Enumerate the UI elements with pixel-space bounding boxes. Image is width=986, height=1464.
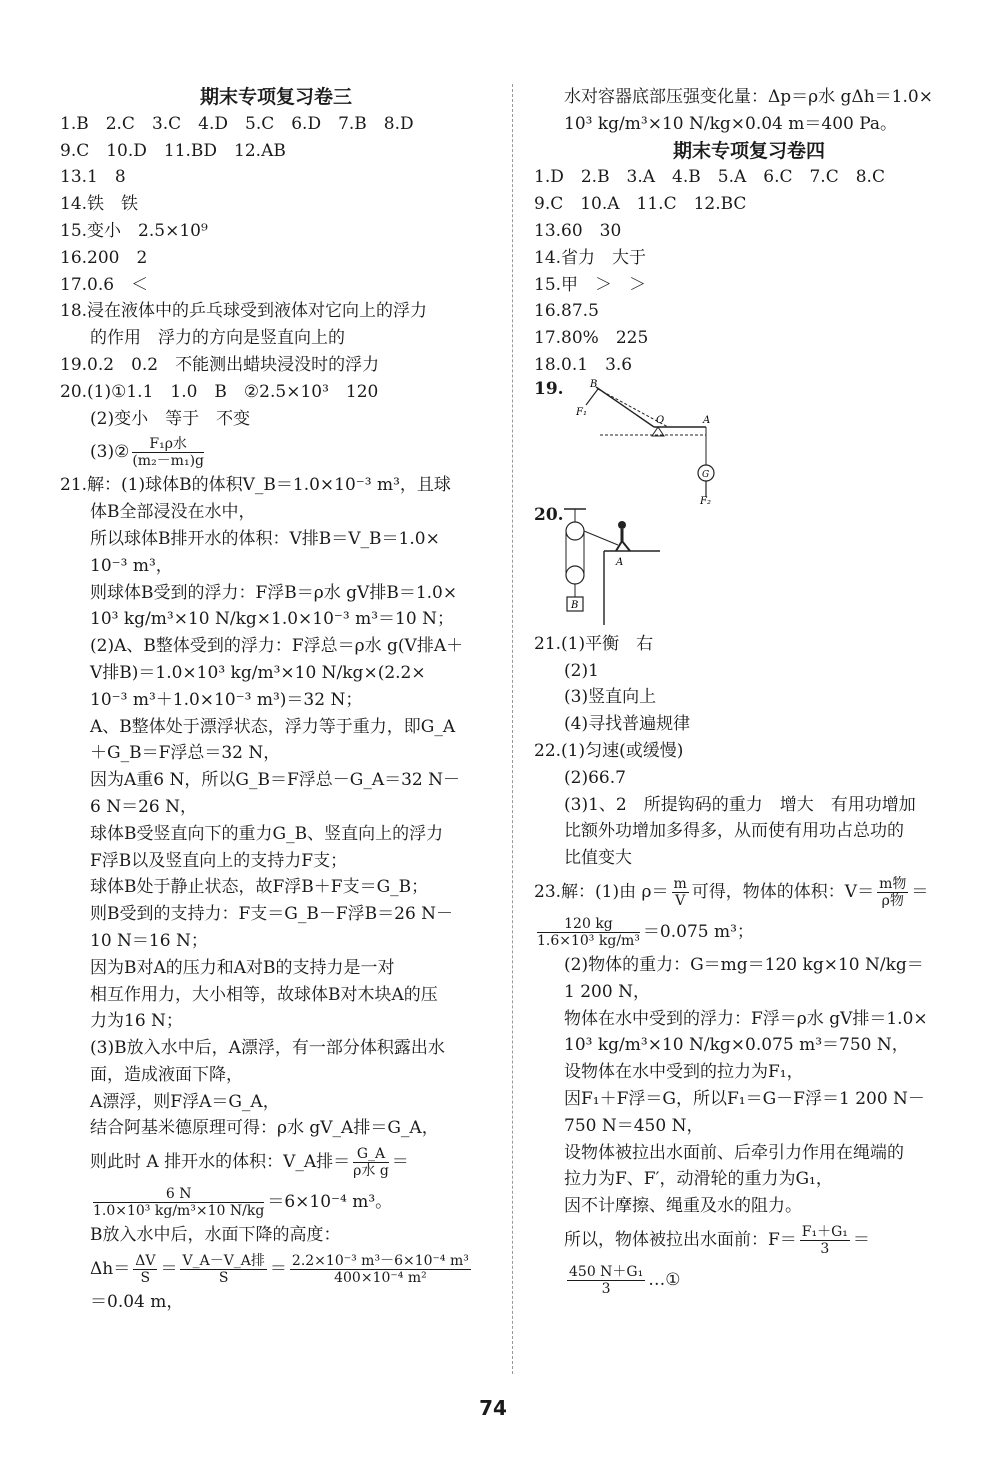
label-f1: F₁ — [576, 406, 587, 418]
fraction: $\frac{120 kg}{\text{1.6×10³ kg/m³}}$ — [537, 915, 640, 949]
q23-f-formula: 所以，物体被拉出水面前：F＝ $\frac{\text{F₁＋G₁}}{3}$ ＝ — [564, 1223, 870, 1257]
text-line: 1.B 2.C 3.C 4.D 5.C 6.D 7.B 8.D — [60, 113, 414, 134]
text-line: 9.C 10.A 11.C 12.BC — [534, 194, 747, 215]
label-a: A — [616, 556, 624, 568]
fixed-pulley-icon — [566, 522, 584, 540]
text-line: A、B整体处于漂浮状态，浮力等于重力，即G_A — [90, 716, 456, 737]
text-line: 相互作用力，大小相等，故球体B对木块A的压 — [90, 984, 438, 1005]
text-line: V排B)＝1.0×10³ kg/m³×10 N/kg×(2.2× — [90, 662, 426, 683]
text-line: 球体B处于静止状态，故F浮B＋F支＝G_B； — [90, 877, 429, 898]
text-line: 17.0.6 ＜ — [60, 274, 149, 295]
fraction: $\frac{\text{F₁ρ水}}{\text{(m₂－m₁)g}}$ — [132, 436, 204, 470]
text-line: (2)66.7 — [564, 767, 626, 788]
text-line: 14.省力 大于 — [534, 247, 647, 268]
section-title-3: 期末专项复习卷三 — [199, 86, 352, 108]
q21-continued — [534, 84, 964, 138]
text-line: 因为B对A的压力和A对B的支持力是一对 — [90, 957, 395, 978]
label-b: B — [590, 378, 598, 390]
pulley-diagram — [560, 505, 670, 631]
text-line: ＋G_B＝F浮总＝32 N， — [90, 743, 281, 764]
text-line: 结合阿基米德原理可得：ρ水 gV_A排＝G_A， — [90, 1118, 439, 1139]
page-number: 74 — [479, 1396, 507, 1420]
fraction: $\frac{\text{2.2×10⁻³ m³－6×10⁻⁴ m³}}{\text{400×10⁻⁴ m²}}$ — [291, 1252, 469, 1287]
text-line: 球体B受竖直向下的重力G_B、竖直向上的浮力 — [90, 823, 444, 844]
dh-formula: Δh＝ $\frac{\Delta V}{S}$ ＝ $\frac{\text{V\_A－V\_A排}}{S}$ ＝ $\frac{\text{2.2×10⁻³ m³－6×10⁻⁴ m³}}{\text{400×10⁻⁴ m²}}$ — [90, 1252, 469, 1287]
text-line: 10³ kg/m³×10 N/kg×0.075 m³＝750 N， — [564, 1035, 909, 1056]
q20-3-formula: (3)② $\frac{\text{F₁ρ水}}{\text{(m₂－m₁)g}}$ — [90, 436, 204, 470]
text-line: 16.200 2 — [60, 247, 148, 268]
text-line: 设物体在水中受到的拉力为F₁， — [564, 1062, 804, 1083]
fraction: $\frac{G\_A}{\text{ρ水 g}}$ — [353, 1146, 389, 1180]
section-title-4: 期末专项复习卷四 — [672, 139, 825, 162]
figure-20-row — [534, 505, 964, 631]
text-line: 17.80% 225 — [534, 328, 649, 349]
text-line: 18.浸在液体中的乒乓球受到液体对它向上的浮力 — [60, 301, 428, 322]
dh-intro: B放入水中后，水面下降的高度： — [90, 1225, 341, 1246]
text-line: 15.变小 2.5×10⁹ — [60, 220, 208, 241]
text-line: 6 N＝26 N， — [90, 796, 198, 817]
q23-start: 23.解：(1)由 ρ＝ $\frac{m}{V}$ 可得，物体的体积：V＝ $\frac{\text{m物}}{\text{ρ物}}$ ＝ — [534, 875, 929, 909]
text-line: 21.解：(1)球体B的体积V_B＝1.0×10⁻³ m³，且球 — [60, 475, 451, 496]
answers-21-22 — [534, 631, 964, 872]
text-line: 21.(1)平衡 右 — [534, 633, 654, 654]
text-line: (3)1、2 所提钩码的重力 增大 有用功增加 — [564, 794, 916, 815]
text-line: 因不计摩擦、绳重及水的阻力。 — [564, 1196, 802, 1217]
q23-g-formula: $\frac{\text{450 N＋G₁}}{3}$ …① — [569, 1263, 681, 1297]
movable-pulley-icon — [566, 566, 584, 584]
text-line: 20.(1)①1.1 1.0 B ②2.5×10³ 120 — [60, 381, 379, 402]
text-line: 10³ kg/m³×10 N/kg×0.04 m＝400 Pa。 — [564, 113, 898, 134]
text-line: (2)物体的重力：G＝mg＝120 kg×10 N/kg＝ — [564, 954, 924, 975]
text-line: 因为A重6 N，所以G_B＝F浮总－G_A＝32 N－ — [90, 770, 461, 791]
text-line: 15.甲 ＞ ＞ — [534, 274, 647, 295]
person-icon — [618, 521, 626, 529]
label-o: O — [656, 414, 665, 426]
text-line: 拉力为F、F′，动滑轮的重力为G₁， — [564, 1169, 833, 1190]
figure-19-row — [534, 379, 964, 505]
q21-solution — [60, 472, 492, 1142]
text-line: 体B全部浸没在水中， — [90, 502, 256, 523]
text-line: 设物体被拉出水面前、后牵引力作用在绳端的 — [564, 1142, 904, 1163]
right-column — [534, 84, 964, 1300]
text-line: 则球体B受到的浮力：F浮B＝ρ水 gV排B＝1.0× — [90, 582, 458, 603]
lever-diagram — [560, 379, 740, 505]
answers-4 — [534, 164, 964, 378]
text-line: 19.0.2 0.2 不能测出蜡块浸没时的浮力 — [60, 354, 380, 375]
text-line: 14.铁 铁 — [60, 194, 139, 215]
text-line: (3)竖直向上 — [564, 687, 657, 708]
text-line: 13.1 8 — [60, 167, 126, 188]
label-a: A — [703, 414, 711, 426]
figure-19-label: 19. — [534, 378, 564, 399]
text-line: 1 200 N， — [564, 981, 650, 1002]
fraction: $\frac{\text{m物}}{\text{ρ物}}$ — [879, 875, 907, 909]
text-line: 水对容器底部压强变化量：Δp＝ρ水 gΔh＝1.0× — [564, 87, 933, 107]
left-column — [60, 84, 492, 1316]
text-line: (2)A、B整体受到的浮力：F浮总＝ρ水 g(V排A＋ — [90, 636, 464, 657]
text-line: 10 N＝16 N； — [90, 930, 208, 951]
text-line: 16.87.5 — [534, 301, 599, 322]
fraction: $\frac{\text{450 N＋G₁}}{3}$ — [569, 1263, 644, 1297]
text-line: 10³ kg/m³×10 N/kg×1.0×10⁻³ m³＝10 N； — [90, 609, 454, 630]
text-line: 则B受到的支持力：F支＝G_B－F浮B＝26 N－ — [90, 904, 454, 925]
text-line: 10⁻³ m³， — [90, 555, 173, 576]
text-line: 力为16 N； — [90, 1011, 183, 1032]
fraction: $\frac{6 N}{\text{1.0×10³ kg/m³×10 N/kg}}$ — [93, 1186, 265, 1220]
force-f1-arrow — [586, 389, 598, 405]
person-leg — [616, 541, 622, 551]
label-f2: F₂ — [700, 495, 711, 505]
text-line: 物体在水中受到的浮力：F浮＝ρ水 gV排＝1.0× — [564, 1008, 928, 1029]
text-line: A漂浮，则F浮A＝G_A， — [90, 1091, 280, 1112]
text-line: 22.(1)匀速(或缓慢) — [534, 740, 684, 761]
pull-rope — [584, 531, 618, 545]
text-line: 比值变大 — [564, 848, 632, 869]
text-line: 的作用 浮力的方向是竖直向上的 — [90, 328, 345, 349]
va-formula: 则此时 A 排开水的体积：V_A排＝ $\frac{G\_A}{\text{ρ水 g}}$ ＝ — [90, 1146, 409, 1180]
text-line: 面，造成液面下降， — [90, 1064, 243, 1085]
text-line: 所以球体B排开水的体积：V排B＝V_B＝1.0× — [90, 528, 440, 549]
fraction: $\frac{\Delta V}{S}$ — [135, 1252, 156, 1287]
q23-solution — [534, 952, 964, 1220]
text-line: 1.D 2.B 3.A 4.B 5.A 6.C 7.C 8.C — [534, 167, 885, 188]
text-line: 9.C 10.D 11.BD 12.AB — [60, 140, 286, 161]
va-result: $\frac{6 N}{\text{1.0×10³ kg/m³×10 N/kg}}$ ＝6×10⁻⁴ m³。 — [93, 1186, 393, 1220]
dh-result: ＝0.04 m， — [90, 1292, 184, 1313]
text-line: 因F₁＋F浮＝G，所以F₁＝G－F浮＝1 200 N－ — [564, 1088, 925, 1109]
text-line: F浮B以及竖直向上的支持力F支； — [90, 850, 348, 871]
answers-3 — [60, 111, 492, 433]
fraction: $\frac{m}{V}$ — [673, 875, 687, 909]
text-line: 750 N＝450 N， — [564, 1115, 704, 1136]
text-line: 比额外功增加多得多，从而使有用功占总功的 — [564, 821, 904, 842]
text-line: (2)变小 等于 不变 — [90, 408, 251, 429]
figure-20-label: 20. — [534, 504, 564, 525]
text-line: (3)B放入水中后，A漂浮，有一部分体积露出水 — [90, 1038, 445, 1059]
text-line: 13.60 30 — [534, 220, 622, 241]
fraction: $\frac{\text{F₁＋G₁}}{3}$ — [801, 1223, 848, 1257]
text-line: (4)寻找普遍规律 — [564, 714, 691, 735]
label-b: B — [571, 599, 579, 611]
text-line: 10⁻³ m³＋1.0×10⁻³ m³)＝32 N； — [90, 689, 363, 710]
text-line: 18.0.1 3.6 — [534, 354, 633, 375]
fraction: $\frac{\text{V\_A－V\_A排}}{S}$ — [182, 1252, 265, 1287]
label-g: G — [702, 469, 710, 480]
person-leg — [622, 541, 630, 551]
q23-volume: $\frac{120 kg}{\text{1.6×10³ kg/m³}}$ ＝0.075 m³； — [537, 915, 754, 949]
text-line: (2)1 — [564, 660, 599, 681]
column-divider — [512, 84, 513, 1374]
